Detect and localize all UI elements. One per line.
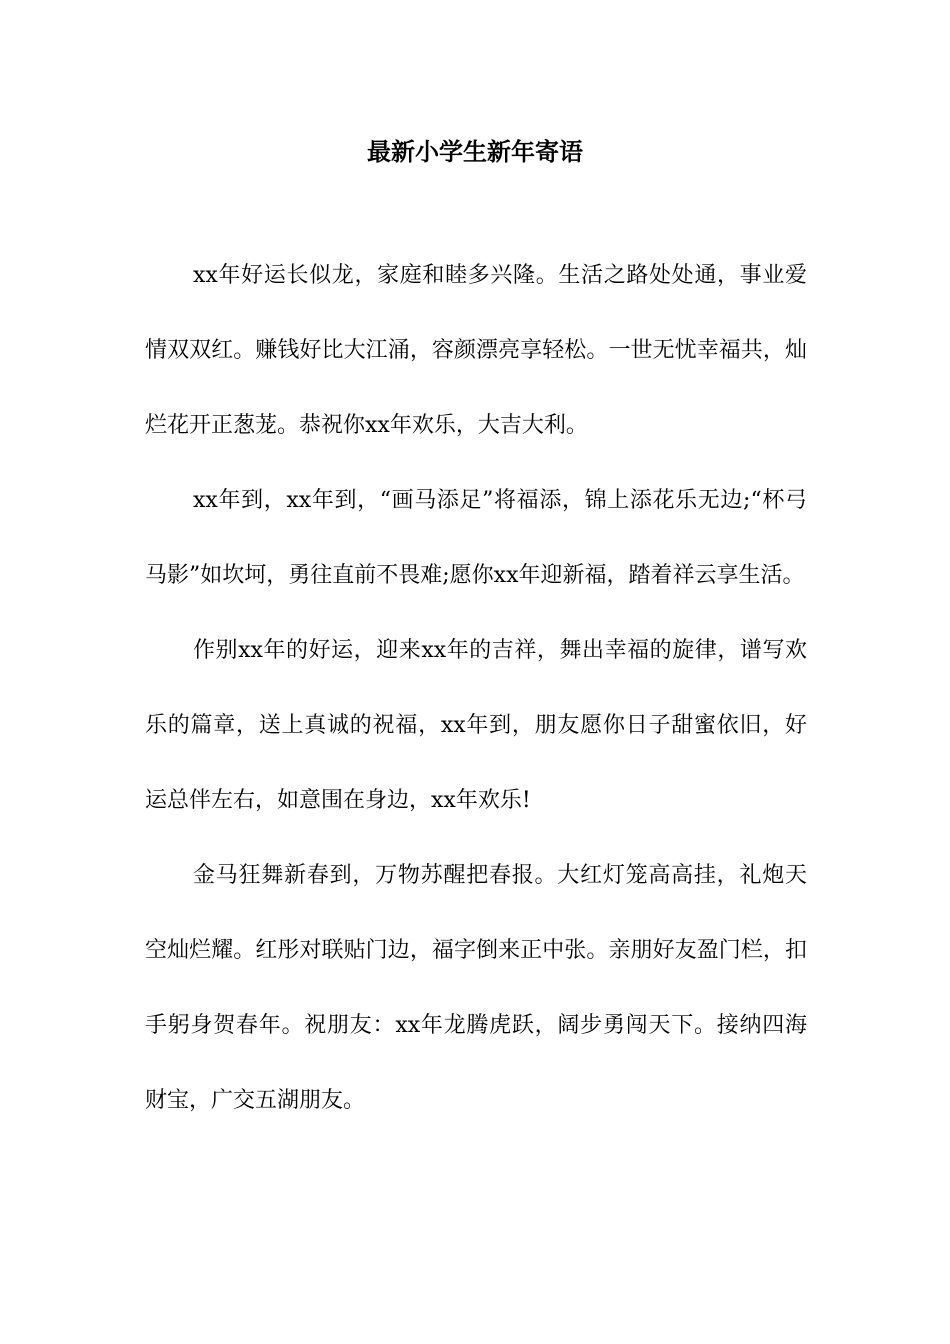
document-title: 最新小学生新年寄语: [367, 138, 583, 166]
paragraph: 金马狂舞新春到，万物苏醒把春报。大红灯笼高高挂，礼炮天空灿烂耀。红彤对联贴门边，福字倒来正中张。亲朋好友盈门栏，扣手躬身贺春年。祝朋友：xx年龙腾虎跃，阔步勇闯天下。接纳四海财宝，广交五湖朋友。: [145, 863, 807, 1113]
paragraph: 作别xx年的好运，迎来xx年的吉祥，舞出幸福的旋律，谱写欢乐的篇章，送上真诚的祝福，xx年到，朋友愿你日子甜蜜依旧，好运总伴左右，如意围在身边，xx年欢乐!: [145, 638, 807, 813]
paragraph: xx年到，xx年到，“画马添足”将福添，锦上添花乐无边;“杯弓马影”如坎坷，勇往直前不畏难;愿你xx年迎新福，踏着祥云享生活。: [145, 488, 807, 588]
document-body: [145, 238, 807, 1138]
paragraph: xx年好运长似龙，家庭和睦多兴隆。生活之路处处通，事业爱情双双红。赚钱好比大江涌，容颜漂亮享轻松。一世无忧幸福共，灿烂花开正葱茏。恭祝你xx年欢乐，大吉大利。: [145, 263, 807, 438]
